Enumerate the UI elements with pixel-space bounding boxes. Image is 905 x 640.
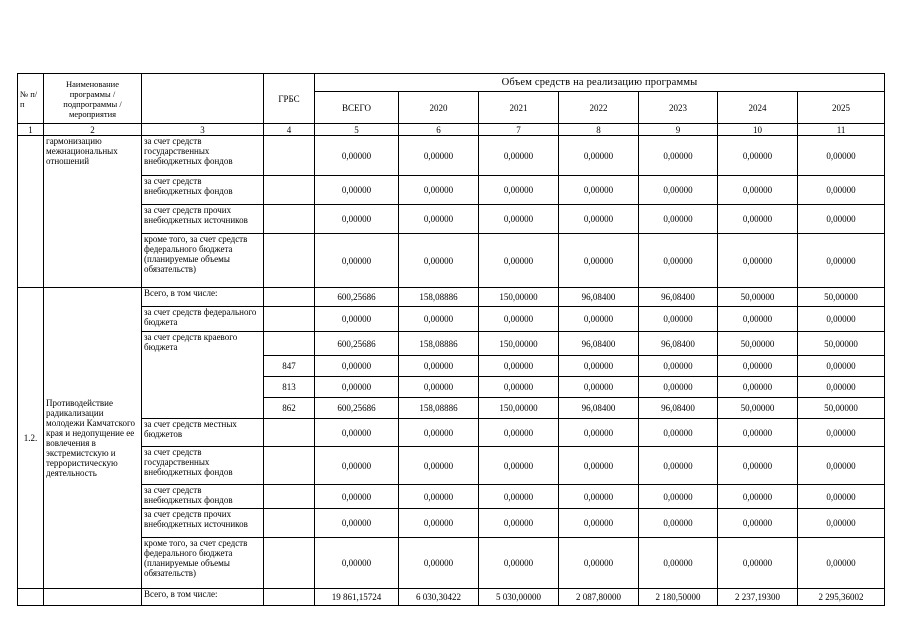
header-num: № п/п [18, 74, 44, 124]
value-year: 0,00000 [479, 538, 559, 589]
table-row [18, 538, 885, 589]
row-number: 1.2. [18, 288, 44, 589]
value-year: 0,00000 [798, 509, 885, 538]
value-year: 0,00000 [559, 205, 639, 234]
funding-source: кроме того, за счет средств федерального бюджета (планируемые объемы обязательств) [142, 538, 264, 589]
funding-source: за счет средств внебюджетных фондов [142, 176, 264, 205]
value-year: 96,08400 [639, 398, 718, 419]
value-year: 0,00000 [718, 356, 798, 377]
table-row [18, 419, 885, 447]
value-year: 2 295,36002 [798, 589, 885, 606]
budget-table [17, 73, 885, 606]
value-year: 0,00000 [399, 419, 479, 447]
header-year: 2025 [798, 92, 885, 124]
value-year: 0,00000 [639, 377, 718, 398]
value-year: 0,00000 [479, 136, 559, 176]
value-year: 0,00000 [639, 307, 718, 332]
value-year: 0,00000 [559, 377, 639, 398]
grbs-code [264, 589, 315, 606]
header-source [142, 74, 264, 124]
funding-source: за счет средств прочих внебюджетных источников [142, 205, 264, 234]
value-year: 0,00000 [718, 447, 798, 485]
grbs-code [264, 332, 315, 356]
value-year: 0,00000 [399, 538, 479, 589]
value-year: 0,00000 [559, 485, 639, 509]
table-row [18, 176, 885, 205]
funding-source: за счет средств краевого бюджета [142, 332, 264, 419]
funding-source: за счет средств федерального бюджета [142, 307, 264, 332]
grbs-code [264, 447, 315, 485]
value-year: 0,00000 [718, 485, 798, 509]
value-year: 0,00000 [399, 176, 479, 205]
row-number [18, 136, 44, 288]
table-row [18, 205, 885, 234]
value-year: 0,00000 [639, 234, 718, 288]
value-year: 0,00000 [798, 136, 885, 176]
value-year: 0,00000 [559, 234, 639, 288]
value-year: 0,00000 [559, 136, 639, 176]
column-number: 9 [639, 124, 718, 136]
grbs-code [264, 538, 315, 589]
header-year: 2023 [639, 92, 718, 124]
funding-source: Всего, в том числе: [142, 288, 264, 307]
value-year: 0,00000 [559, 356, 639, 377]
value-year: 0,00000 [798, 447, 885, 485]
grbs-code [264, 176, 315, 205]
value-total: 0,00000 [315, 377, 399, 398]
value-year: 0,00000 [559, 176, 639, 205]
value-year: 0,00000 [639, 136, 718, 176]
value-year: 50,00000 [798, 288, 885, 307]
value-year: 0,00000 [399, 136, 479, 176]
value-year: 0,00000 [639, 419, 718, 447]
value-year: 0,00000 [798, 307, 885, 332]
header-year: 2022 [559, 92, 639, 124]
value-year: 0,00000 [559, 307, 639, 332]
value-year: 2 087,80000 [559, 589, 639, 606]
value-year: 0,00000 [399, 205, 479, 234]
value-year: 50,00000 [798, 332, 885, 356]
value-year: 0,00000 [639, 447, 718, 485]
funding-source: Всего, в том числе: [142, 589, 264, 606]
table-row [18, 509, 885, 538]
table-row [18, 234, 885, 288]
value-year: 0,00000 [479, 356, 559, 377]
header-volume-title: Объем средств на реализацию программы [315, 74, 885, 92]
value-year: 0,00000 [399, 356, 479, 377]
value-year: 0,00000 [718, 538, 798, 589]
grbs-code: 813 [264, 377, 315, 398]
grbs-code [264, 485, 315, 509]
value-year: 0,00000 [479, 419, 559, 447]
table-row [18, 485, 885, 509]
value-year: 0,00000 [639, 485, 718, 509]
value-year: 0,00000 [479, 485, 559, 509]
program-name: Противодействие радикализации молодежи Камчатского края и недопущение ее вовлечения в экстремистскую и террористическую деятельность [44, 288, 142, 589]
value-year: 96,08400 [559, 288, 639, 307]
value-year: 0,00000 [639, 176, 718, 205]
funding-source: за счет средств внебюджетных фондов [142, 485, 264, 509]
value-year: 150,00000 [479, 332, 559, 356]
column-number: 7 [479, 124, 559, 136]
value-year: 0,00000 [639, 205, 718, 234]
value-total: 600,25686 [315, 288, 399, 307]
grbs-code [264, 234, 315, 288]
value-year: 158,08886 [399, 288, 479, 307]
value-year: 50,00000 [718, 398, 798, 419]
table-row [18, 589, 885, 606]
value-year: 0,00000 [559, 419, 639, 447]
value-year: 0,00000 [559, 538, 639, 589]
funding-source: кроме того, за счет средств федерального бюджета (планируемые объемы обязательств) [142, 234, 264, 288]
value-total: 0,00000 [315, 234, 399, 288]
grbs-code: 862 [264, 398, 315, 419]
value-year: 96,08400 [559, 332, 639, 356]
value-year: 0,00000 [718, 176, 798, 205]
value-year: 5 030,00000 [479, 589, 559, 606]
program-name: гармонизацию межнациональных отношений [44, 136, 142, 288]
value-year: 0,00000 [798, 205, 885, 234]
column-number: 8 [559, 124, 639, 136]
value-year: 158,08886 [399, 332, 479, 356]
value-year: 0,00000 [718, 509, 798, 538]
value-year: 96,08400 [639, 288, 718, 307]
row-number [18, 589, 44, 606]
table-row [18, 136, 885, 176]
value-year: 0,00000 [718, 234, 798, 288]
value-year: 50,00000 [718, 288, 798, 307]
grbs-code [264, 509, 315, 538]
column-number: 3 [142, 124, 264, 136]
value-total: 0,00000 [315, 356, 399, 377]
value-year: 0,00000 [399, 377, 479, 398]
column-number: 2 [44, 124, 142, 136]
value-year: 0,00000 [639, 356, 718, 377]
value-year: 96,08400 [639, 332, 718, 356]
value-year: 50,00000 [718, 332, 798, 356]
value-total: 0,00000 [315, 205, 399, 234]
value-year: 0,00000 [718, 205, 798, 234]
value-total: 0,00000 [315, 307, 399, 332]
grbs-code [264, 288, 315, 307]
value-year: 0,00000 [559, 509, 639, 538]
grbs-code [264, 419, 315, 447]
grbs-code: 847 [264, 356, 315, 377]
value-year: 0,00000 [399, 234, 479, 288]
value-year: 0,00000 [798, 419, 885, 447]
value-year: 0,00000 [479, 176, 559, 205]
value-year: 0,00000 [399, 307, 479, 332]
column-number: 4 [264, 124, 315, 136]
value-year: 0,00000 [399, 485, 479, 509]
value-year: 0,00000 [718, 419, 798, 447]
table-row [18, 307, 885, 332]
value-year: 0,00000 [479, 447, 559, 485]
value-year: 0,00000 [718, 377, 798, 398]
funding-source: за счет средств государственных внебюджетных фондов [142, 447, 264, 485]
value-year: 150,00000 [479, 288, 559, 307]
value-total: 0,00000 [315, 509, 399, 538]
value-year: 0,00000 [479, 205, 559, 234]
value-year: 0,00000 [798, 234, 885, 288]
value-year: 0,00000 [399, 509, 479, 538]
value-total: 600,25686 [315, 398, 399, 419]
column-number: 10 [718, 124, 798, 136]
value-total: 0,00000 [315, 485, 399, 509]
table-row [18, 447, 885, 485]
header-year: 2020 [399, 92, 479, 124]
header-name: Наименование программы / подпрограммы / мероприятия [44, 74, 142, 124]
value-total: 0,00000 [315, 447, 399, 485]
value-year: 0,00000 [559, 447, 639, 485]
header-grbs: ГРБС [264, 74, 315, 124]
header-year: 2021 [479, 92, 559, 124]
value-year: 0,00000 [718, 136, 798, 176]
funding-source: за счет средств государственных внебюджетных фондов [142, 136, 264, 176]
grbs-code [264, 136, 315, 176]
header-total: ВСЕГО [315, 92, 399, 124]
value-total: 0,00000 [315, 419, 399, 447]
value-total: 0,00000 [315, 538, 399, 589]
value-total: 0,00000 [315, 136, 399, 176]
value-year: 2 180,50000 [639, 589, 718, 606]
value-year: 0,00000 [479, 509, 559, 538]
value-year: 158,08886 [399, 398, 479, 419]
value-year: 2 237,19300 [718, 589, 798, 606]
value-year: 0,00000 [798, 176, 885, 205]
value-year: 0,00000 [639, 509, 718, 538]
value-year: 0,00000 [479, 234, 559, 288]
value-year: 0,00000 [718, 307, 798, 332]
value-total: 0,00000 [315, 176, 399, 205]
value-year: 150,00000 [479, 398, 559, 419]
program-name [44, 589, 142, 606]
value-year: 0,00000 [399, 447, 479, 485]
value-year: 0,00000 [639, 538, 718, 589]
table-row [18, 288, 885, 307]
value-year: 0,00000 [798, 538, 885, 589]
funding-source: за счет средств прочих внебюджетных источников [142, 509, 264, 538]
funding-source: за счет средств местных бюджетов [142, 419, 264, 447]
value-year: 50,00000 [798, 398, 885, 419]
grbs-code [264, 205, 315, 234]
value-year: 0,00000 [798, 377, 885, 398]
value-year: 0,00000 [798, 356, 885, 377]
column-number: 5 [315, 124, 399, 136]
value-year: 6 030,30422 [399, 589, 479, 606]
grbs-code [264, 307, 315, 332]
column-number: 11 [798, 124, 885, 136]
column-number: 1 [18, 124, 44, 136]
value-total: 600,25686 [315, 332, 399, 356]
value-year: 0,00000 [798, 485, 885, 509]
table-row [18, 332, 885, 356]
column-number: 6 [399, 124, 479, 136]
header-year: 2024 [718, 92, 798, 124]
value-total: 19 861,15724 [315, 589, 399, 606]
value-year: 0,00000 [479, 377, 559, 398]
value-year: 0,00000 [479, 307, 559, 332]
value-year: 96,08400 [559, 398, 639, 419]
